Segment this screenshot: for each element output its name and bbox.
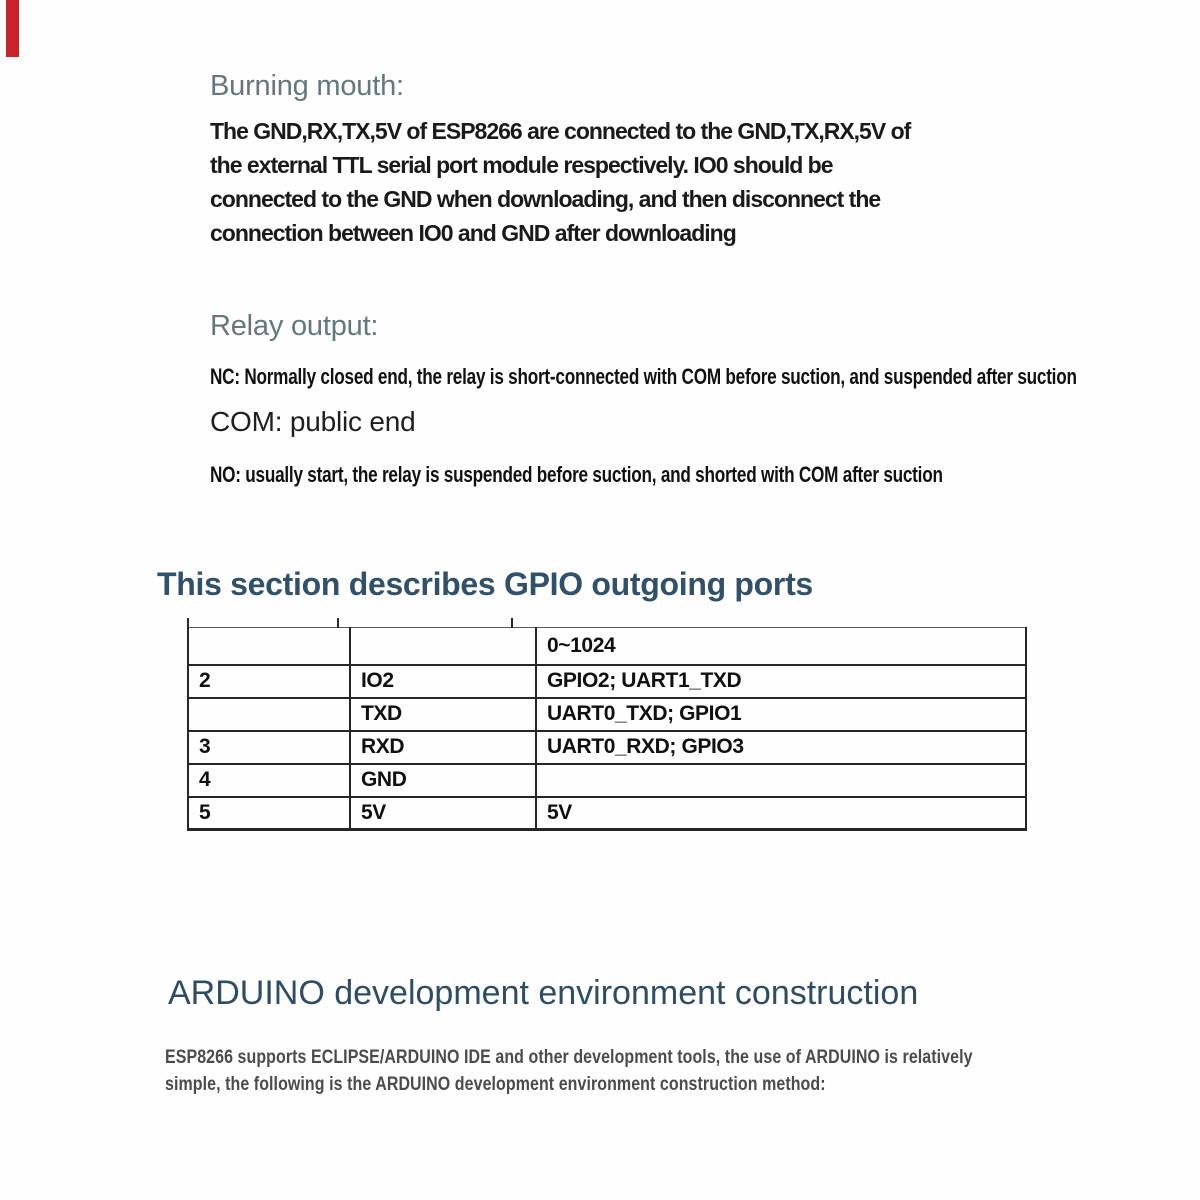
- table-row: [188, 797, 1026, 830]
- table-cell: 2: [188, 665, 350, 698]
- table-cell: 4: [188, 764, 350, 797]
- red-marker-bar: [6, 0, 19, 57]
- table-cell: RXD: [350, 731, 536, 764]
- paragraph-line: ESP8266 supports ECLIPSE/ARDUINO IDE and other development tools, the use of ARDUINO is relatively: [165, 1047, 973, 1068]
- paragraph-line: connected to the GND when downloading, and then disconnect the: [210, 186, 881, 212]
- relay-no-line: NO: usually start, the relay is suspended before suction, and shorted with COM after suction: [210, 462, 943, 487]
- table-cell: UART0_TXD; GPIO1: [536, 698, 1026, 731]
- arduino-paragraph: [165, 1044, 973, 1098]
- table-cell: GPIO2; UART1_TXD: [536, 665, 1026, 698]
- gpio-section-heading: This section describes GPIO outgoing ports: [157, 566, 813, 602]
- table-cell: 5V: [536, 797, 1026, 830]
- relay-com-line: COM: public end: [210, 406, 416, 437]
- table-cell: [188, 628, 350, 665]
- table-cell: 0~1024: [536, 628, 1026, 665]
- paragraph-line: the external TTL serial port module respectively. IO0 should be: [210, 152, 833, 178]
- burning-mouth-paragraph: [210, 114, 910, 250]
- table-row: [188, 731, 1026, 764]
- table-cell: TXD: [350, 698, 536, 731]
- gpio-table: [187, 627, 1027, 831]
- table-row: [188, 698, 1026, 731]
- table-cell: [350, 628, 536, 665]
- table-cell: 3: [188, 731, 350, 764]
- table-cell: 5V: [350, 797, 536, 830]
- table-top-tick: [187, 618, 189, 628]
- table-cell: UART0_RXD; GPIO3: [536, 731, 1026, 764]
- paragraph-line: The GND,RX,TX,5V of ESP8266 are connected to the GND,TX,RX,5V of: [210, 118, 911, 144]
- paragraph-line: connection between IO0 and GND after downloading: [210, 220, 736, 246]
- table-top-tick: [337, 618, 339, 628]
- table-cell: [536, 764, 1026, 797]
- paragraph-line: simple, the following is the ARDUINO development environment construction method:: [165, 1074, 826, 1095]
- table-top-tick: [511, 618, 513, 628]
- table-cell: 5: [188, 797, 350, 830]
- table-row: [188, 628, 1026, 665]
- relay-output-heading: Relay output:: [210, 310, 379, 342]
- table-row: [188, 665, 1026, 698]
- table-cell: GND: [350, 764, 536, 797]
- burning-mouth-heading: Burning mouth:: [210, 70, 404, 102]
- table-row: [188, 764, 1026, 797]
- table-cell: [188, 698, 350, 731]
- arduino-section-heading: ARDUINO development environment construction: [168, 974, 919, 1012]
- table-cell: IO2: [350, 665, 536, 698]
- gpio-table-wrapper: [187, 627, 1001, 831]
- relay-nc-line: NC: Normally closed end, the relay is short-connected with COM before suction, and suspended after suction: [210, 364, 1077, 389]
